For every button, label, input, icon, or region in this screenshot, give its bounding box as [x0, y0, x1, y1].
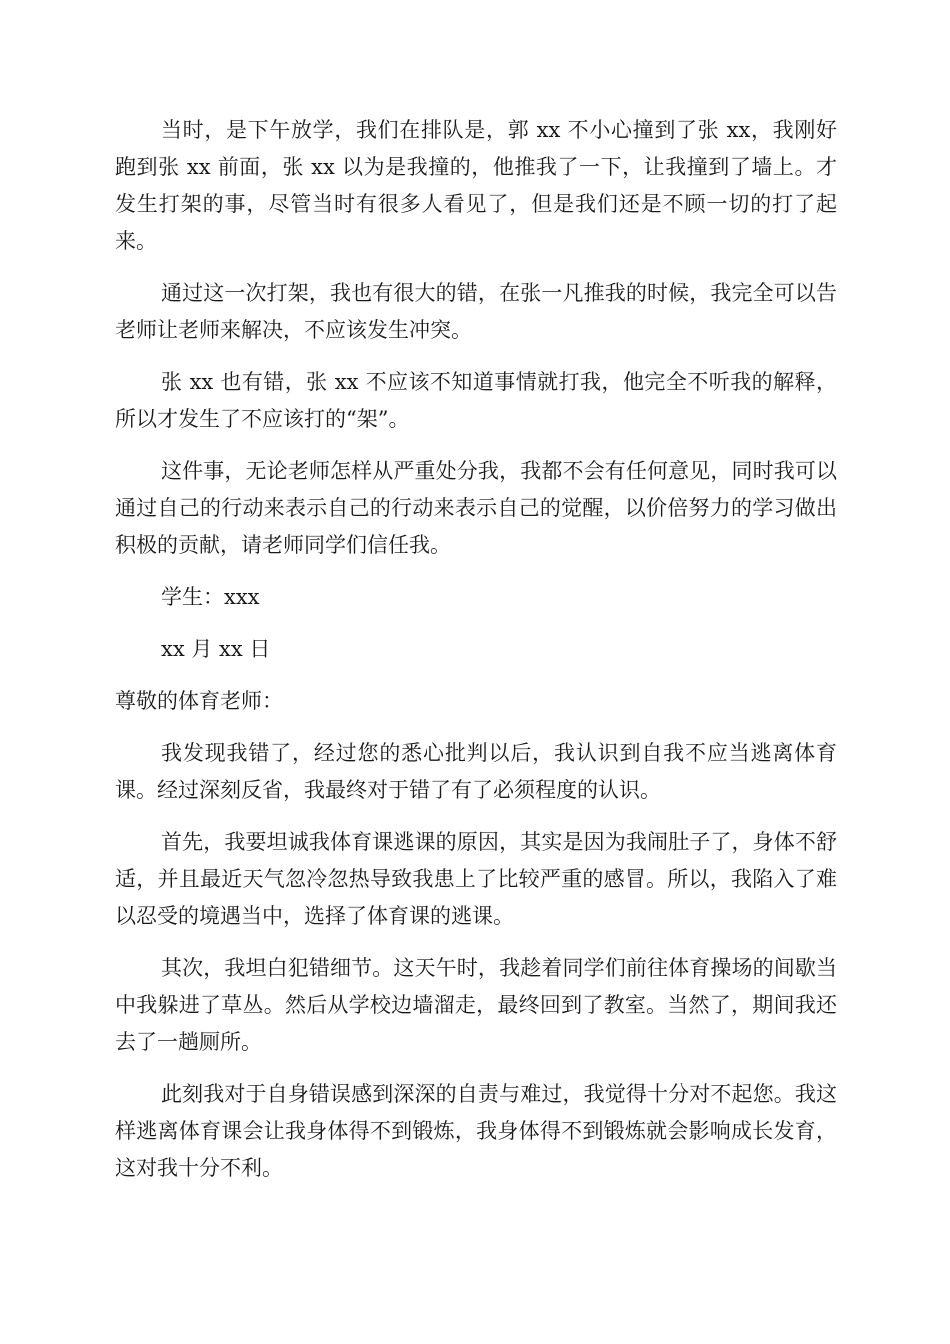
paragraph-other-fault: 张 xx 也有错，张 xx 不应该不知道事情就打我，他完全不听我的解释，所以才发生了不应该打的“架”。 [115, 370, 837, 431]
paragraph-fight-account: 当时，是下午放学，我们在排队是，郭 xx 不小心撞到了张 xx，我刚好跑到张 xx 前面，张 xx 以为是我撞的，他推我了一下，让我撞到了墙上。才发生打架的事，尽管当时有很多人看见了，但是我们还是不顾一切的打了起来。 [115, 118, 837, 253]
document-body [115, 112, 837, 1202]
paragraph-details: 其次，我坦白犯错细节。这天午时，我趁着同学们前往体育操场的间歇当中我躲进了草丛。然后从学校边墙溜走，最终回到了教室。当然了，期间我还去了一趟厕所。 [115, 956, 837, 1054]
signature-date: xx 月 xx 日 [161, 637, 271, 661]
signature-student: 学生：xxx [161, 585, 260, 609]
paragraph-reason: 首先，我要坦诚我体育课逃课的原因，其实是因为我闹肚子了，身体不舒适，并且最近天气忽冷忽热导致我患上了比较严重的感冒。所以，我陷入了难以忍受的境遇当中，选择了体育课的逃课。 [115, 830, 837, 928]
salutation: 尊敬的体育老师： [115, 689, 283, 713]
paragraph-own-fault: 通过这一次打架，我也有很大的错，在张一凡推我的时候，我完全可以告老师让老师来解决，不应该发生冲突。 [115, 281, 837, 342]
paragraph-admission: 我发现我错了，经过您的悉心批判以后，我认识到自我不应当逃离体育课。经过深刻反省，我最终对于错了有了必须程度的认识。 [115, 741, 837, 802]
paragraph-commitment: 这件事，无论老师怎样从严重处分我，我都不会有任何意见，同时我可以通过自己的行动来表示自己的行动来表示自己的觉醒，以价倍努力的学习做出积极的贡献，请老师同学们信任我。 [115, 459, 837, 557]
paragraph-remorse: 此刻我对于自身错误感到深深的自责与难过，我觉得十分对不起您。我这样逃离体育课会让我身体得不到锻炼，我身体得不到锻炼就会影响成长发育，这对我十分不利。 [115, 1082, 837, 1180]
